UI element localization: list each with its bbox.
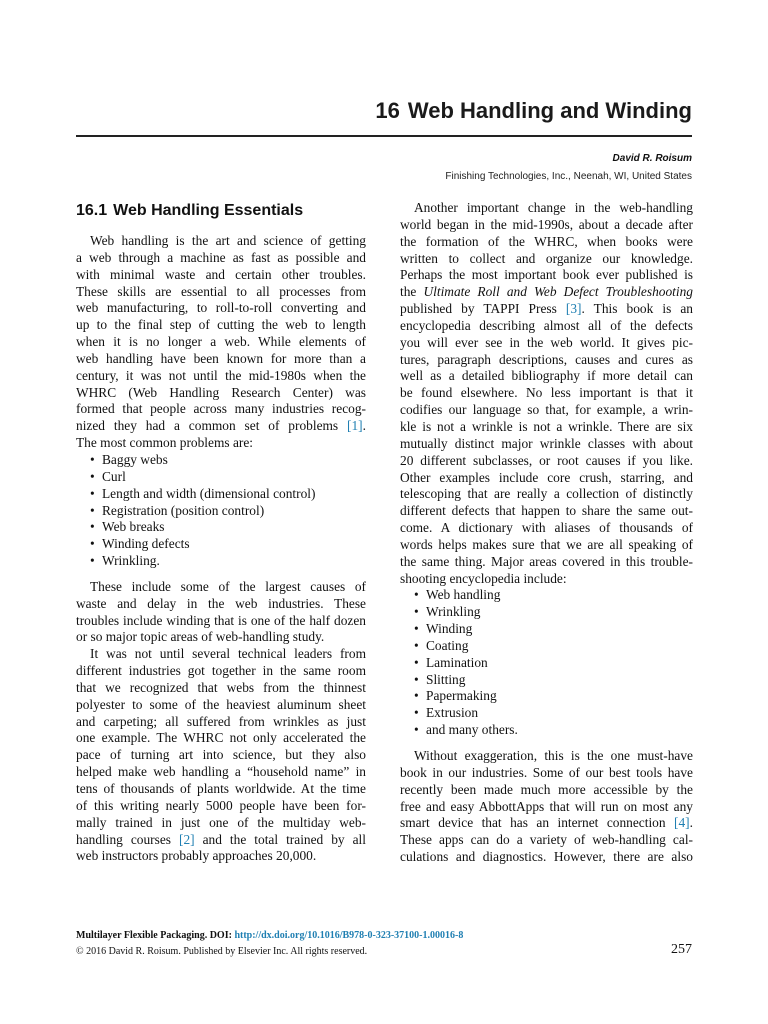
paragraph-apps bbox=[400, 748, 693, 815]
author-affiliation: Finishing Technologies, Inc., Neenah, WI, United States bbox=[445, 171, 692, 182]
text-line: the Ultimate Roll and Web Defect Troubleshooting bbox=[400, 284, 693, 300]
text-line: the formation of the WHRC, when books were bbox=[400, 233, 693, 249]
left-column bbox=[76, 200, 366, 865]
text-line: 20 different subclasses, or root causes if you like. bbox=[400, 452, 693, 468]
text-line: that we recognized that webs from the thinnest bbox=[76, 679, 366, 695]
text-line: of this writing nearly 5000 people have been for- bbox=[76, 797, 366, 813]
text-line: Without exaggeration, this is the one must-have bbox=[414, 748, 693, 763]
bullet-icon: • bbox=[90, 536, 95, 552]
text-line: shooting encyclopedia include: bbox=[400, 570, 567, 586]
topic-list-item: • Winding bbox=[414, 621, 473, 637]
reference-link-2[interactable]: [2] bbox=[179, 831, 195, 847]
paragraph-troubles bbox=[76, 579, 366, 646]
text-line: book in our industries. Some of our best tools have bbox=[400, 764, 693, 780]
book-title: Ultimate Roll and Web Defect Troubleshooting bbox=[423, 284, 693, 300]
text-line: handling courses [2] and the total trained by all bbox=[76, 831, 366, 847]
text-line: codifies our language so that, for example, a wrin- bbox=[400, 402, 693, 418]
problem-list-item: • Registration (position control) bbox=[90, 502, 265, 518]
text-line: It was not until several technical leaders from bbox=[90, 646, 366, 662]
text-line: come. A dictionary with aliases of thousands of bbox=[400, 520, 693, 536]
section-title: Web Handling Essentials bbox=[113, 202, 304, 219]
bullet-icon: • bbox=[414, 654, 419, 670]
text-line: world began in the mid-1990s, about a decade after bbox=[400, 216, 693, 232]
text-line: telescoping that are really a collection of distinctly bbox=[400, 486, 693, 502]
page-number: 257 bbox=[671, 942, 692, 957]
text-line: web handling have been known for more than a bbox=[76, 350, 366, 366]
bullet-icon: • bbox=[90, 553, 95, 569]
text-line: encyclopedia describing almost all of the defects bbox=[400, 317, 693, 333]
chapter-number: 16 bbox=[375, 98, 400, 123]
bullet-icon: • bbox=[90, 468, 95, 484]
title-rule bbox=[76, 135, 692, 137]
problem-list-item: • Curl bbox=[90, 468, 126, 484]
paragraph-apps-cont bbox=[400, 832, 693, 866]
text-line: These apps can do a variety of web-handling cal- bbox=[400, 832, 693, 848]
topic-list-item: • Wrinkling bbox=[414, 604, 481, 620]
text-line: published by TAPPI Press [3]. This book is an bbox=[400, 301, 694, 317]
section-heading bbox=[76, 200, 366, 222]
problem-list-item: • Web breaks bbox=[90, 519, 165, 535]
text-line: nized they had a common set of problems [1]. bbox=[76, 418, 366, 434]
text-line: The most common problems are: bbox=[76, 435, 254, 451]
paragraph-books-cont bbox=[400, 318, 693, 571]
text-line: words helps makes sure that we are all speaking of bbox=[400, 536, 693, 552]
text-line: smart device that has an internet connection [4]. bbox=[400, 815, 693, 831]
problem-list-item: • Length and width (dimensional control) bbox=[90, 485, 316, 501]
bullet-icon: • bbox=[90, 519, 95, 535]
topic-list-item: • Papermaking bbox=[414, 688, 497, 704]
text-line: a web through a machine as fast as possible and bbox=[76, 249, 366, 265]
paragraph-intro bbox=[76, 233, 366, 418]
text-line: recently been made much more accessible by the bbox=[400, 781, 693, 797]
text-line: written to collect and organize our knowledge. bbox=[400, 250, 693, 266]
text-line: with minimal waste and certain other troubles. bbox=[76, 266, 366, 282]
text-line: and carpeting; all suffered from wrinkles as just bbox=[76, 713, 366, 729]
text-line: Other examples include core crush, starring, and bbox=[400, 469, 693, 485]
topic-list-item: • Coating bbox=[414, 637, 469, 653]
bullet-icon: • bbox=[414, 671, 419, 687]
text-line: These include some of the largest causes of bbox=[90, 578, 366, 594]
paragraph-whrc bbox=[76, 646, 366, 831]
chapter-title-text: Web Handling and Winding bbox=[407, 98, 692, 123]
text-line: culations and diagnostics. However, there are also bbox=[400, 849, 693, 865]
text-line: be found elsewhere. No less important is that it bbox=[400, 385, 693, 401]
text-line: tens of thousands of plants worldwide. At the time bbox=[76, 781, 366, 796]
text-line: the same thing. Major areas covered in this trouble- bbox=[400, 553, 693, 569]
text-line: pace of turning art into science, but they also bbox=[76, 747, 366, 763]
text-line: well as a detailed bibliography if more detail can bbox=[400, 368, 693, 384]
areas-list bbox=[400, 587, 693, 739]
topic-list-item: • Slitting bbox=[414, 671, 466, 687]
page-footer: Multilayer Flexible Packaging. DOI: http://dx.doi.org/10.1016/B978-0-323-37100-1.00016-8 © 2016 David R. Roisum. Published by Elsevier Inc. All rights reserved. bbox=[76, 930, 464, 957]
topic-list-item: • Lamination bbox=[414, 654, 488, 670]
text-line: Perhaps the most important book ever published is bbox=[400, 267, 693, 283]
bullet-icon: • bbox=[90, 451, 95, 467]
text-line: you will ever see in the web world. It gives pic- bbox=[400, 334, 693, 350]
author-name: David R. Roisum bbox=[612, 153, 692, 164]
bullet-icon: • bbox=[90, 485, 95, 501]
text-line: one example. The WHRC not only accelerated the bbox=[76, 730, 366, 746]
reference-link-4[interactable]: [4] bbox=[674, 815, 690, 831]
bullet-icon: • bbox=[414, 604, 419, 620]
right-column bbox=[400, 200, 693, 866]
text-line: kle is not a wrinkle is not a wrinkle. There are six bbox=[400, 418, 693, 434]
text-line: These skills are essential to all processes from bbox=[76, 283, 366, 299]
text-line: formed that people across many industries recog- bbox=[76, 401, 366, 417]
text-line: Another important change in the web-handling bbox=[414, 200, 693, 215]
text-line: web instructors probably approaches 20,000. bbox=[76, 848, 317, 864]
text-line: up to the final step of cutting the web to length bbox=[76, 317, 366, 333]
doi-link[interactable]: http://dx.doi.org/10.1016/B978-0-323-37100-1.00016-8 bbox=[234, 930, 464, 941]
bullet-icon: • bbox=[90, 502, 95, 518]
text-line: troubles include winding that is one of the half dozen bbox=[76, 612, 366, 628]
topic-list-item: • Web handling bbox=[414, 587, 501, 603]
text-line: mutually distinct major wrinkle classes with about bbox=[400, 435, 693, 451]
text-line: century, it was not until the mid-1980s when the bbox=[76, 367, 366, 383]
topic-list-item: • Extrusion bbox=[414, 705, 479, 721]
section-number: 16.1 bbox=[76, 202, 108, 219]
problem-list-item: • Wrinkling. bbox=[90, 553, 160, 569]
problem-list-item: • Baggy webs bbox=[90, 451, 168, 467]
text-line: polyester to some of the heaviest aluminum sheet bbox=[76, 696, 366, 712]
bullet-icon: • bbox=[414, 722, 419, 738]
copyright-notice: © 2016 David R. Roisum. Published by Elsevier Inc. All rights reserved. bbox=[76, 946, 368, 957]
text-line: web manufacturing, to roll-to-roll converting and bbox=[76, 300, 366, 316]
text-line: free and easy AbbottApps that will run on most any bbox=[400, 798, 693, 814]
bullet-icon: • bbox=[414, 688, 419, 704]
bullet-icon: • bbox=[414, 621, 419, 637]
problems-list bbox=[76, 452, 366, 570]
text-line: different defects that happen to share the same out- bbox=[400, 503, 693, 519]
problem-list-item: • Winding defects bbox=[90, 536, 190, 552]
bullet-icon: • bbox=[414, 587, 419, 603]
text-line: Web handling is the art and science of getting bbox=[90, 233, 366, 248]
paragraph-books bbox=[400, 200, 693, 284]
book-title-footer: Multilayer Flexible Packaging. bbox=[76, 930, 208, 941]
text-line: helped make web handling a “household name” in bbox=[76, 764, 366, 780]
bullet-icon: • bbox=[414, 637, 419, 653]
text-line: WHRC (Web Handling Research Center) was bbox=[76, 384, 366, 400]
text-line: mally trained in just one of the multiday web- bbox=[76, 814, 366, 830]
topic-list-item: • and many others. bbox=[414, 722, 518, 738]
text-line: or so major topic areas of web-handling study. bbox=[76, 629, 325, 645]
reference-link-1[interactable]: [1] bbox=[347, 418, 363, 434]
bullet-icon: • bbox=[414, 705, 419, 721]
text-line: tures, paragraph descriptions, causes and cures as bbox=[400, 351, 693, 367]
text-line: different industries got together in the same room bbox=[76, 663, 366, 679]
text-line: waste and delay in the web industries. These bbox=[76, 595, 366, 611]
chapter-title bbox=[375, 98, 692, 124]
reference-link-3[interactable]: [3] bbox=[565, 301, 582, 317]
text-line: when it is no longer a web. While elements of bbox=[76, 334, 366, 350]
